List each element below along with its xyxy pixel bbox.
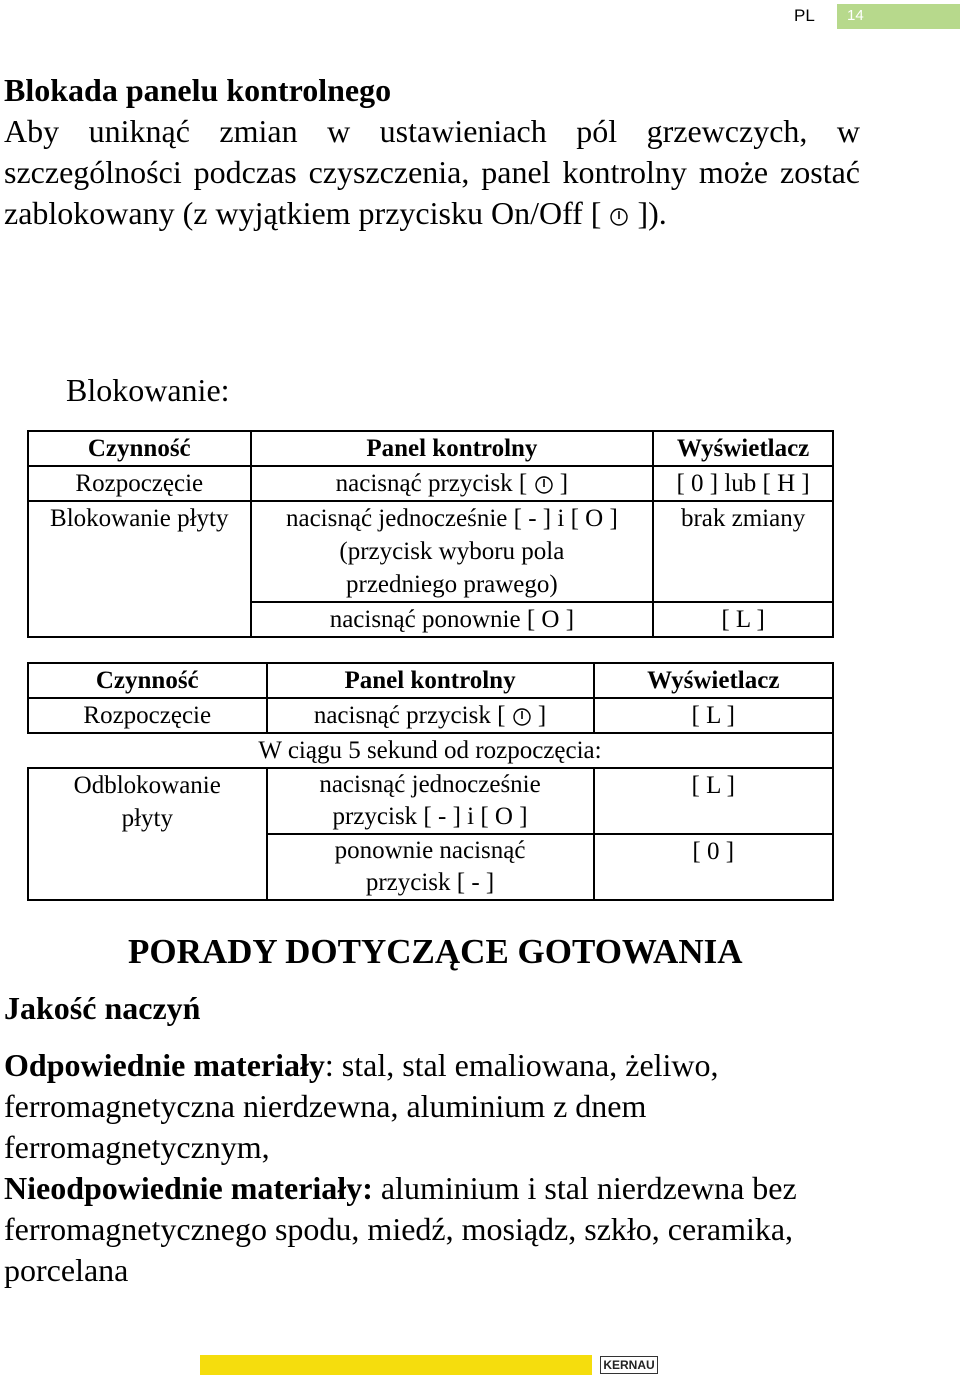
- display-cell: [ L ]: [594, 698, 833, 733]
- header-cell: Czynność: [28, 431, 251, 466]
- language-label: PL: [794, 6, 815, 25]
- table-header-row: [28, 663, 833, 698]
- materials-paragraph: [4, 1045, 860, 1291]
- header-cell: Czynność: [28, 663, 267, 698]
- intro-paragraph: [4, 111, 860, 234]
- unsuitable-text: aluminium i stal nierdzewna bez ferromagnetycznego spodu, miedź, mosiądz, szkło, ceramika, porcelana: [4, 1170, 797, 1288]
- display-cell: [ L ]: [594, 768, 833, 834]
- display-cell: [ 0 ] lub [ H ]: [653, 466, 833, 501]
- footer-bar: [200, 1355, 592, 1375]
- action-cell: Blokowanie płyty: [28, 501, 251, 637]
- page-number-bar: [837, 4, 960, 29]
- locking-heading: Blokowanie:: [66, 372, 230, 408]
- table-row: [28, 466, 833, 501]
- intro-text: Aby uniknąć zmian w ustawieniach pól grzewczych, w szczególności podczas czyszczenia, panel kontrolny może zostać zablokowany (z wyjątkiem przycisku On/Off [: [4, 113, 860, 231]
- tips-heading: PORADY DOTYCZĄCE GOTOWANIA: [128, 932, 743, 971]
- section-title: Blokada panelu kontrolnego: [4, 72, 392, 108]
- action-cell: Rozpoczęcie: [28, 698, 267, 733]
- panel-cell: nacisnąć przycisk [ ]: [267, 698, 594, 733]
- header-cell: Wyświetlacz: [653, 431, 833, 466]
- suitable-label: Odpowiednie materiały: [4, 1047, 325, 1083]
- suitable-text: : stal, stal emaliowana, żeliwo, ferromagnetyczna nierdzewna, aluminium z dnem ferromagnetycznym,: [4, 1047, 719, 1165]
- header-cell: Wyświetlacz: [594, 663, 833, 698]
- brand-logo: KERNAU: [600, 1356, 658, 1374]
- panel-cell: nacisnąć ponownie [ O ]: [251, 602, 654, 637]
- locking-table: [27, 430, 834, 638]
- table-row: [28, 698, 833, 733]
- header-cell: Panel kontrolny: [267, 663, 594, 698]
- page-number: 14: [847, 7, 864, 24]
- power-icon: [609, 207, 629, 227]
- panel-cell: nacisnąć przycisk [ ]: [251, 466, 654, 501]
- intro-text-end: ]).: [637, 195, 667, 231]
- unlocking-table: [27, 662, 834, 901]
- power-icon: [534, 475, 554, 495]
- display-cell: [ 0 ]: [594, 834, 833, 900]
- panel-cell: ponownie nacisnąć przycisk [ - ]: [267, 834, 594, 900]
- header-cell: Panel kontrolny: [251, 431, 654, 466]
- table-row: [28, 768, 833, 834]
- action-cell: Rozpoczęcie: [28, 466, 251, 501]
- table-header-row: [28, 431, 833, 466]
- unsuitable-label: Nieodpowiednie materiały:: [4, 1170, 373, 1206]
- display-cell: brak zmiany: [653, 501, 833, 602]
- display-cell: [ L ]: [653, 602, 833, 637]
- cookware-quality-heading: Jakość naczyń: [4, 990, 201, 1026]
- power-icon: [512, 707, 532, 727]
- table-row: [28, 733, 833, 768]
- panel-cell: nacisnąć jednocześnie przycisk [ - ] i [ O ]: [267, 768, 594, 834]
- within-note-cell: W ciągu 5 sekund od rozpoczęcia:: [28, 733, 833, 768]
- table-row: [28, 501, 833, 602]
- panel-cell: nacisnąć jednocześnie [ - ] i [ O ] (przycisk wyboru pola przedniego prawego): [251, 501, 654, 602]
- action-cell: Odblokowanie płyty: [28, 768, 267, 900]
- intro-section: [4, 70, 860, 234]
